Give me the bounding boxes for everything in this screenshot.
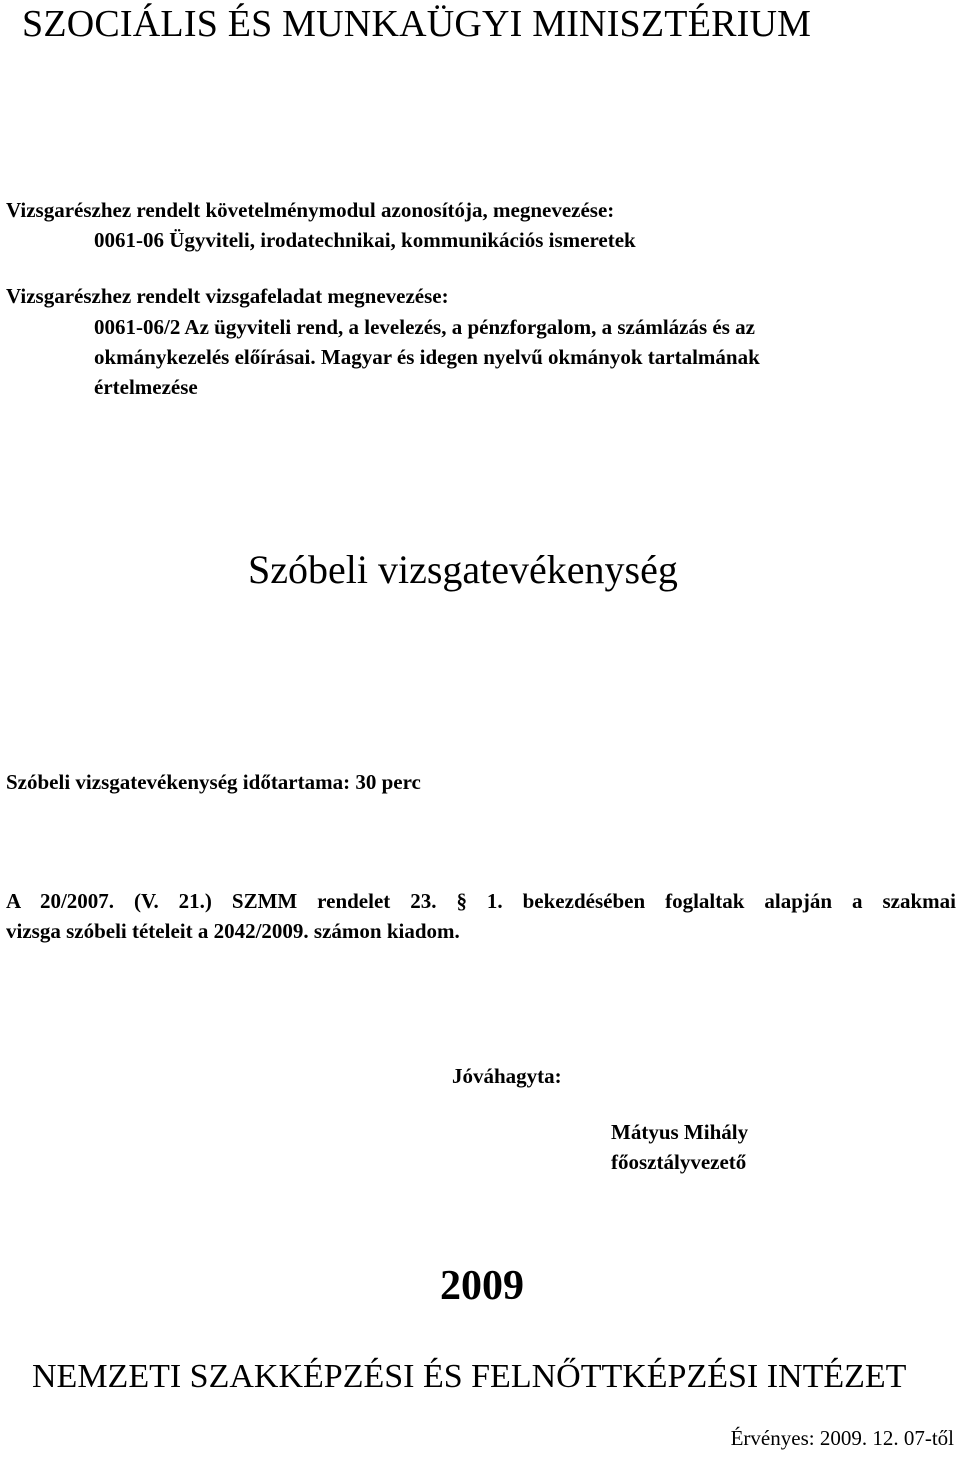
legal-statement	[6, 886, 956, 946]
approver-name: Mátyus Mihály	[611, 1120, 749, 1144]
institute-name: NEMZETI SZAKKÉPZÉSI ÉS FELNŐTTKÉPZÉSI INTÉZET	[32, 1358, 907, 1395]
exam-type-heading: Szóbeli vizsgatevékenység	[248, 547, 678, 592]
task-line-2: okmánykezelés előírásai. Magyar és idegen nyelvű okmányok tartalmának	[94, 345, 760, 369]
task-label: Vizsgarészhez rendelt vizsgafeladat megnevezése:	[6, 284, 449, 308]
ministry-title: SZOCIÁLIS ÉS MUNKAÜGYI MINISZTÉRIUM	[22, 3, 812, 45]
module-value: 0061-06 Ügyviteli, irodatechnikai, kommunikációs ismeretek	[94, 228, 636, 252]
approval-label: Jóváhagyta:	[452, 1064, 562, 1088]
task-line-3: értelmezése	[94, 375, 198, 399]
exam-duration: Szóbeli vizsgatevékenység időtartama: 30 perc	[6, 770, 421, 794]
approver-title: főosztályvezető	[611, 1150, 747, 1174]
task-line-1: 0061-06/2 Az ügyviteli rend, a levelezés, a pénzforgalom, a számlázás és az	[94, 315, 755, 339]
legal-line-2: vizsga szóbeli tételeit a 2042/2009. számon kiadom.	[6, 919, 460, 943]
year: 2009	[440, 1263, 524, 1309]
validity-date: Érvényes: 2009. 12. 07-től	[730, 1426, 954, 1450]
legal-line-1: A 20/2007. (V. 21.) SZMM rendelet 23. § 1. bekezdésében foglaltak alapján a szakmai	[6, 889, 956, 913]
module-label: Vizsgarészhez rendelt követelménymodul azonosítója, megnevezése:	[6, 198, 615, 222]
